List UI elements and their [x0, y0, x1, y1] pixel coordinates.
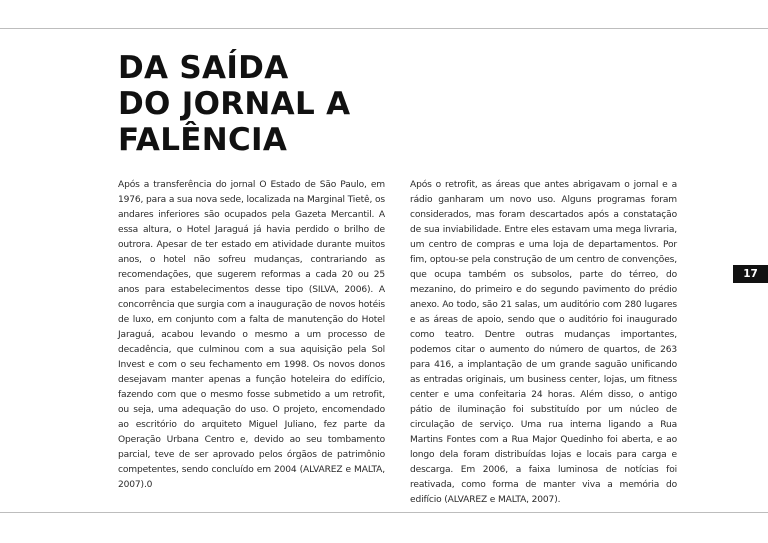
- bottom-divider: [0, 512, 768, 513]
- top-divider: [0, 28, 768, 29]
- body-column-left: Após a transferência do jornal O Estado de São Paulo, em 1976, para a sua nova sede, localizada na Marginal Tietê, os andares inferiores são ocupados pela Gazeta Mercantil. A essa altura, o Hotel Jaraguá já havia perdido o brilho de outrora. Apesar de ter estado em atividade durante muitos anos, o hotel não sofreu mudanças, contrariando as recomendações, que sugerem reformas a cada 20 ou 25 anos para estabelecimentos desse tipo (SILVA, 2006). A concorrência que surgia com a inauguração de novos hotéis de luxo, em conjunto com a falta de manutenção do Hotel Jaraguá, acabou levando o mesmo a um processo de decadência, que culminou com a sua aquisição pela Sol Invest e com o seu fechamento em 1998. Os novos donos desejavam manter apenas a função hoteleira do edifício, fazendo com que o mesmo fosse submetido a um retrofit, ou seja, uma adequação do uso. O projeto, encomendado ao escritório do arquiteto Miguel Juliano, fez parte da Operação Urbana Centro e, devido ao seu tombamento parcial, teve de ser aprovado pelos órgãos de patrimônio competentes, sendo concluído em 2004 (ALVAREZ e MALTA, 2007).0: [118, 180, 385, 490]
- title-line-3: FALÊNCIA: [118, 122, 288, 158]
- body-column-right: Após o retrofit, as áreas que antes abrigavam o jornal e a rádio ganharam um novo uso. Alguns programas foram considerados, mas foram descartados após a constatação de sua inviabilidade. Entre eles estavam uma mega livraria, um centro de compras e uma loja de departamentos. Por fim, optou-se pela construção de um centro de convenções, que ocupa também os subsolos, parte do térreo, do mezanino, do primeiro e do segundo pavimento do prédio anexo. Ao todo, são 21 salas, um auditório com 280 lugares e as áreas de apoio, sendo que o auditório foi inaugurado como teatro. Dentre outras mudanças importantes, podemos citar o aumento do número de quartos, de 263 para 416, a implantação de um grande saguão unificando as entradas originais, um business center, lojas, um fitness center e uma confeitaria 24 horas. Além disso, o antigo pátio de iluminação foi substituído por um núcleo de circulação de serviço. Uma rua interna ligando a Rua Martins Fontes com a Rua Major Quedinho foi aberta, e ao longo dela foram distribuídas lojas e locais para carga e descarga. Em 2006, a faixa luminosa de notícias foi reativada, como forma de manter viva a memória do edifício (ALVAREZ e MALTA, 2007).: [410, 180, 677, 505]
- title-line-1: DA SAÍDA: [118, 50, 289, 86]
- page-number-badge: 17: [733, 265, 768, 283]
- title-line-2: DO JORNAL A: [118, 86, 351, 122]
- page-title: [118, 50, 418, 158]
